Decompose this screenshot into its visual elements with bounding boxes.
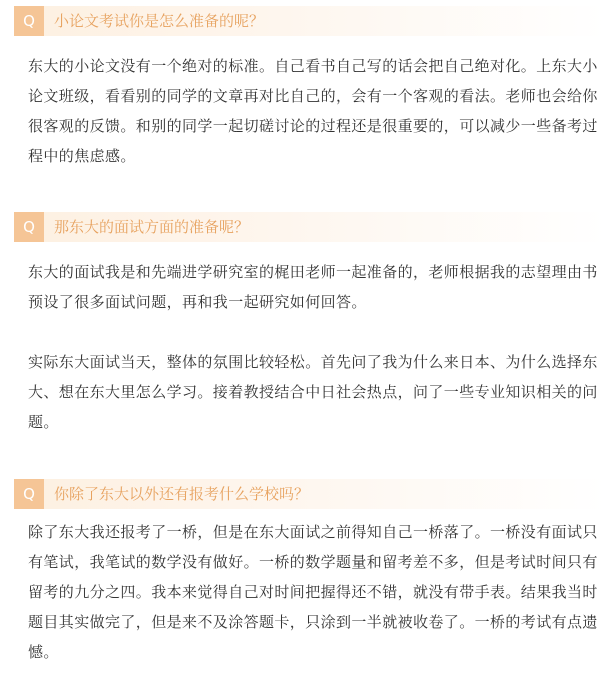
question-header <box>14 212 606 242</box>
question-text: 那东大的面试方面的准备呢？ <box>54 218 250 236</box>
question-header <box>14 6 606 36</box>
qa-section-3 <box>0 479 607 667</box>
answer-paragraph: 实际东大面试当天，整体的氛围比较轻松。首先问了我为什么来日本、为什么选择东大、想在东大里怎么学习。接着教授结合中日社会热点，问了一些专业知识相关的问题。 <box>28 353 598 431</box>
qa-section-2 <box>0 212 607 437</box>
q-badge: Q <box>14 6 44 36</box>
answer-paragraph: 东大的小论文没有一个绝对的标准。自己看书自己写的话会把自己绝对化。上东大小论文班级，看看别的同学的文章再对比自己的，会有一个客观的看法。老师也会给你很客观的反馈。和别的同学一起切磋讨论的过程还是很重要的，可以减少一些备考过程中的焦虑感。 <box>28 57 598 165</box>
answer-paragraph: 除了东大我还报考了一桥，但是在东大面试之前得知自己一桥落了。一桥没有面试只有笔试，我笔试的数学没有做好。一桥的数学题量和留考差不多，但是考试时间只有留考的九分之四。我本来觉得自己对时间把握得还不错，就没有带手表。结果我当时题目其实做完了，但是来不及涂答题卡，只涂到一半就被收卷了。一桥的考试有点遗憾。 <box>28 523 598 661</box>
answer-paragraph: 东大的面试我是和先端进学研究室的梶田老师一起准备的，老师根据我的志望理由书预设了很多面试问题，再和我一起研究如何回答。 <box>28 263 598 311</box>
question-header <box>14 479 606 509</box>
q-badge: Q <box>14 212 44 242</box>
q-badge: Q <box>14 479 44 509</box>
question-text: 你除了东大以外还有报考什么学校吗？ <box>54 485 310 503</box>
question-text: 小论文考试你是怎么准备的呢？ <box>54 12 265 30</box>
qa-section-1 <box>0 6 607 171</box>
